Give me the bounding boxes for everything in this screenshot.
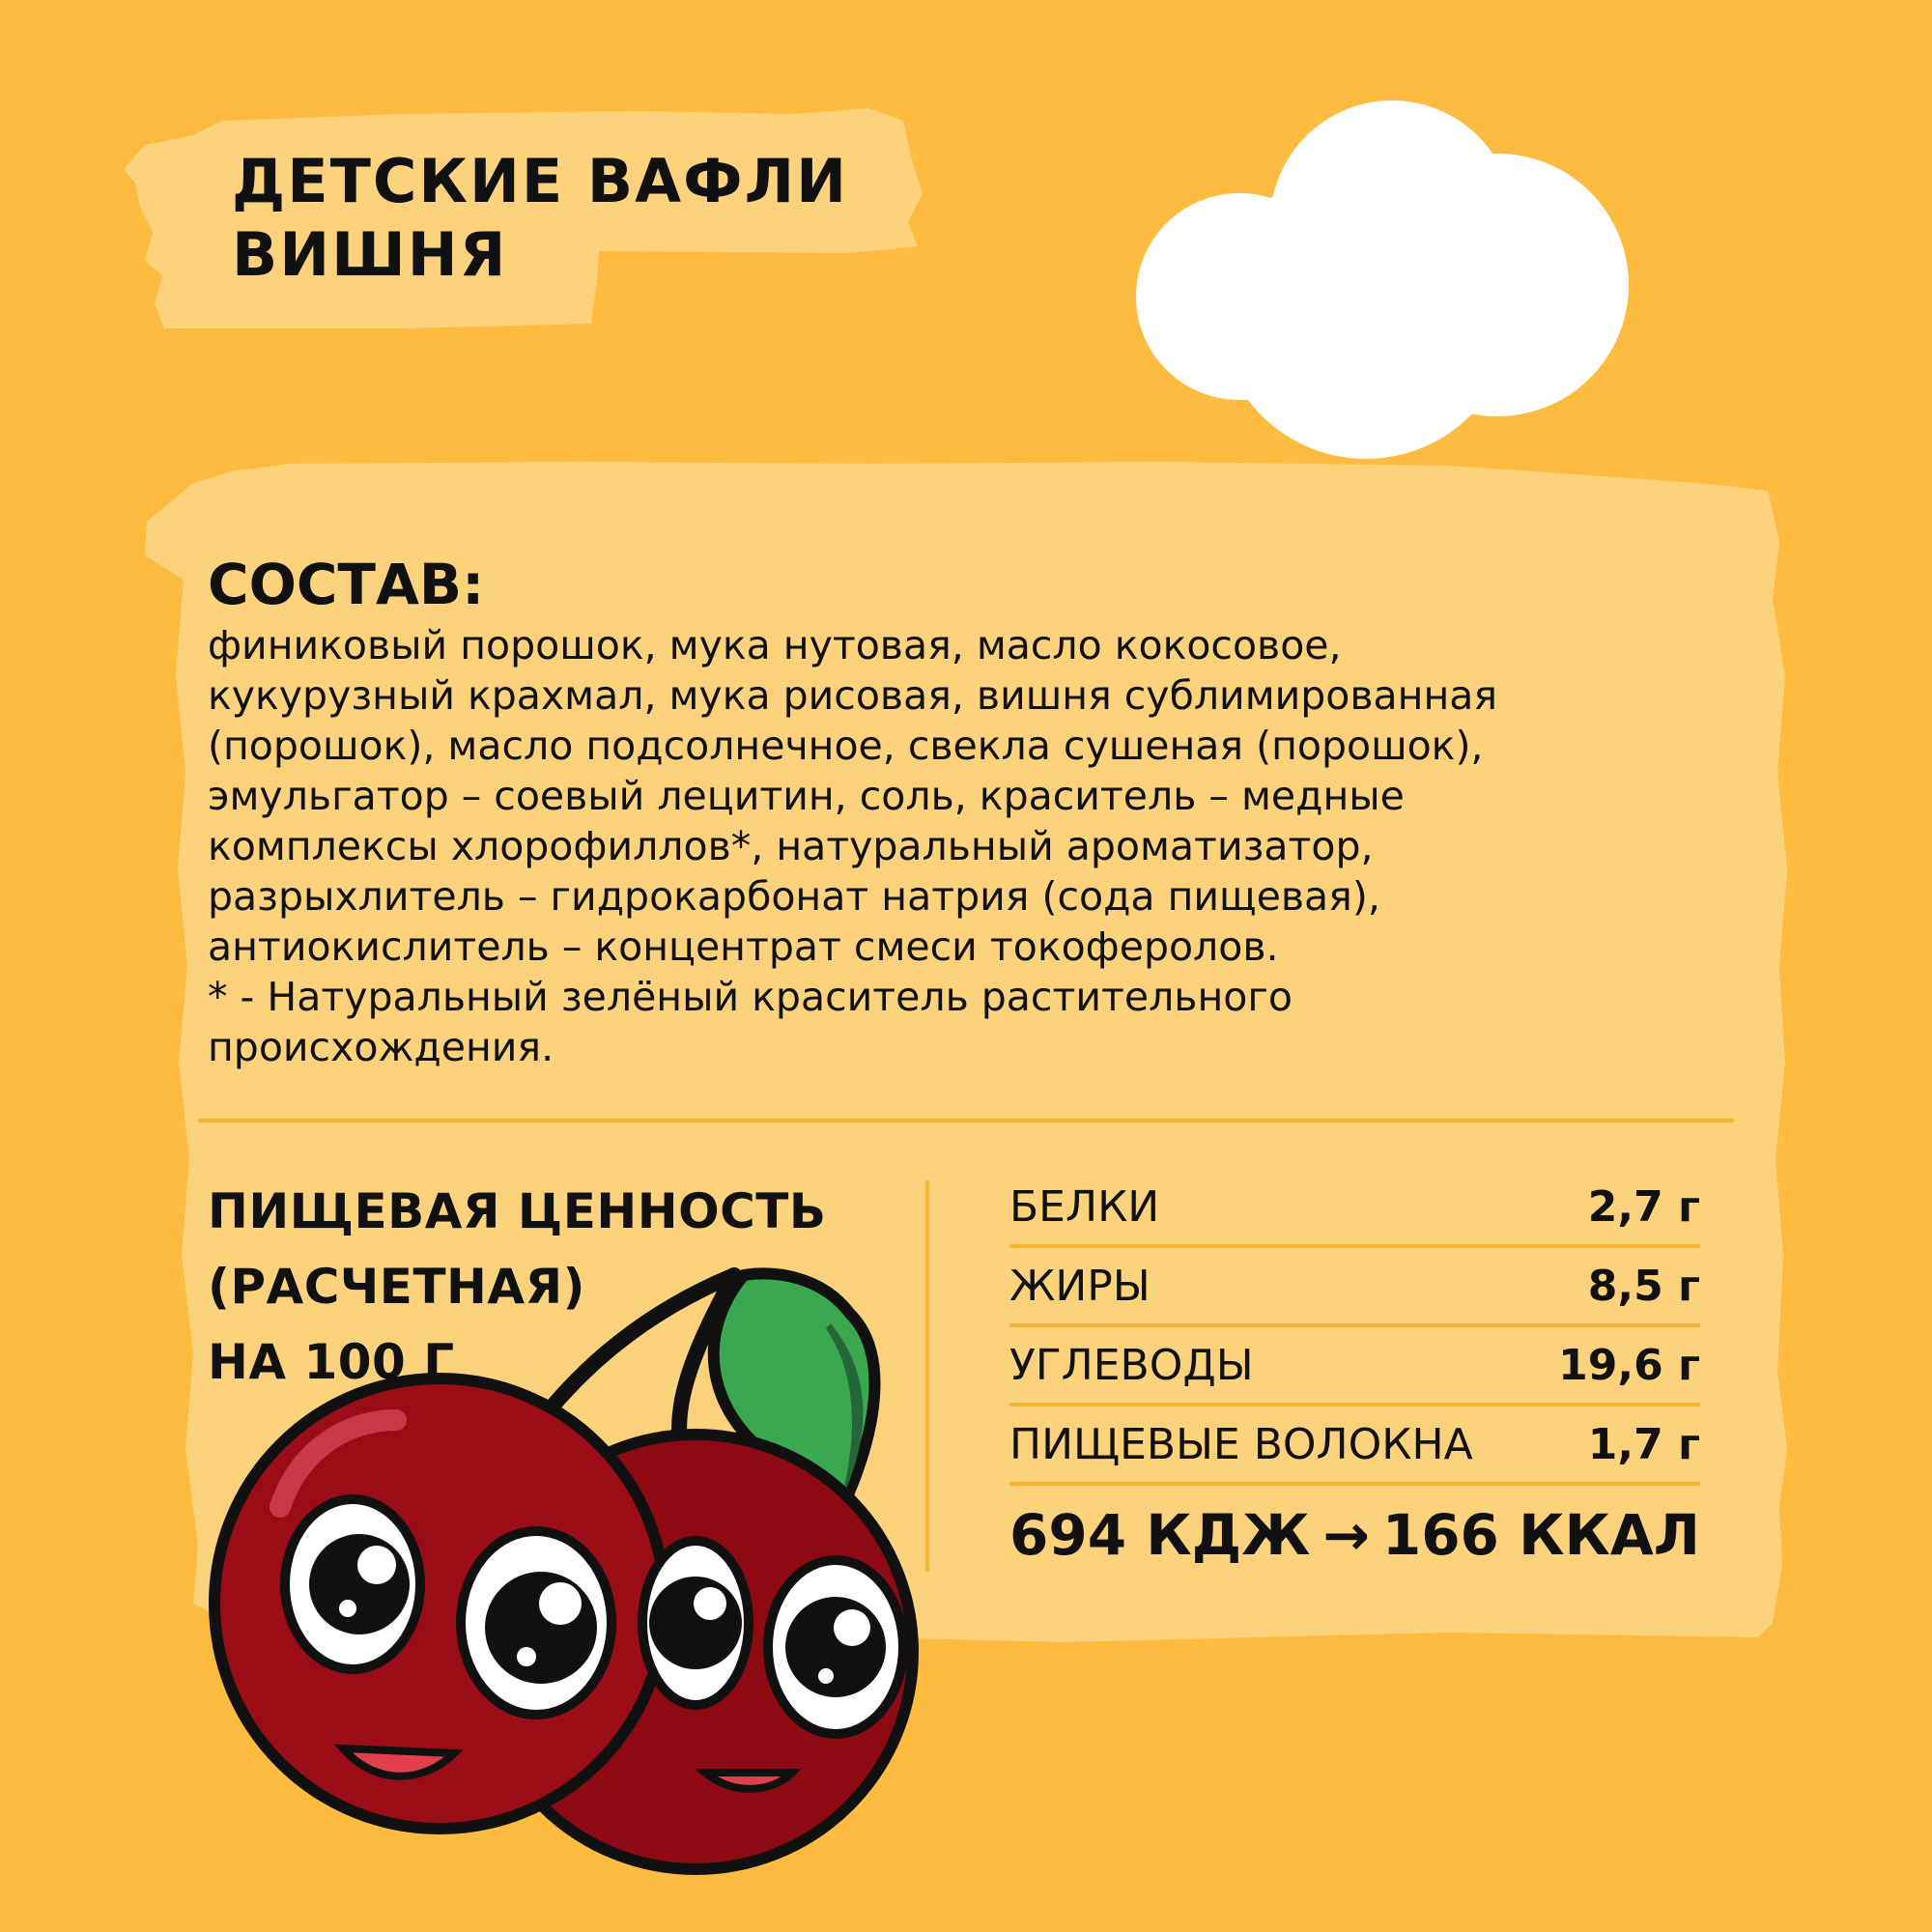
nutrition-row	[1009, 1248, 1700, 1327]
composition-heading: СОСТАВ:	[208, 552, 485, 617]
nutrient-label: УГЛЕВОДЫ	[1009, 1340, 1254, 1390]
nutrition-heading-line-3: НА 100 Г	[208, 1334, 455, 1390]
product-title	[232, 145, 927, 292]
nutrient-value: 8,5 г	[1587, 1261, 1700, 1311]
nutrition-heading	[208, 1174, 884, 1400]
title-line-2: ВИШНЯ	[232, 219, 508, 290]
nutrition-table	[1009, 1169, 1700, 1486]
nutrition-heading-line-2: (РАСЧЕТНАЯ)	[208, 1259, 585, 1315]
title-line-1: ДЕТСКИЕ ВАФЛИ	[232, 146, 848, 216]
nutrient-label: ПИЩЕВЫЕ ВОЛОКНА	[1009, 1419, 1473, 1469]
composition-section	[208, 551, 1695, 1072]
nutrient-value: 1,7 г	[1587, 1419, 1700, 1469]
nutrition-row	[1009, 1406, 1700, 1486]
nutrient-value: 19,6 г	[1558, 1340, 1700, 1390]
nutrition-heading-line-1: ПИЩЕВАЯ ЦЕННОСТЬ	[208, 1183, 827, 1239]
arrow-icon: →	[1322, 1502, 1370, 1568]
nutrition-row	[1009, 1327, 1700, 1406]
energy-kcal: 166 ККАЛ	[1381, 1502, 1700, 1568]
nutrient-label: БЕЛКИ	[1009, 1181, 1160, 1232]
nutrient-label: ЖИРЫ	[1009, 1261, 1151, 1311]
energy-kj: 694 КДЖ	[1009, 1502, 1311, 1568]
composition-text: финиковый порошок, мука нутовая, масло кокосовое, кукурузный крахмал, мука рисовая, вишня сублимированная (порошок), масло подсолнечное, свекла сушеная (порошок), эмульгатор – соевый лецитин, соль, краситель – медные комплексы хлорофиллов*, натуральный ароматизатор, разрыхлитель – гидрокарбонат натрия (сода пищевая), антиокислитель – концентрат смеси токоферолов. * - Натуральный зелёный краситель растительного происхождения.	[208, 622, 1498, 1070]
energy-value	[1009, 1502, 1700, 1568]
nutrient-value: 2,7 г	[1587, 1181, 1700, 1232]
nutrition-row	[1009, 1169, 1700, 1248]
